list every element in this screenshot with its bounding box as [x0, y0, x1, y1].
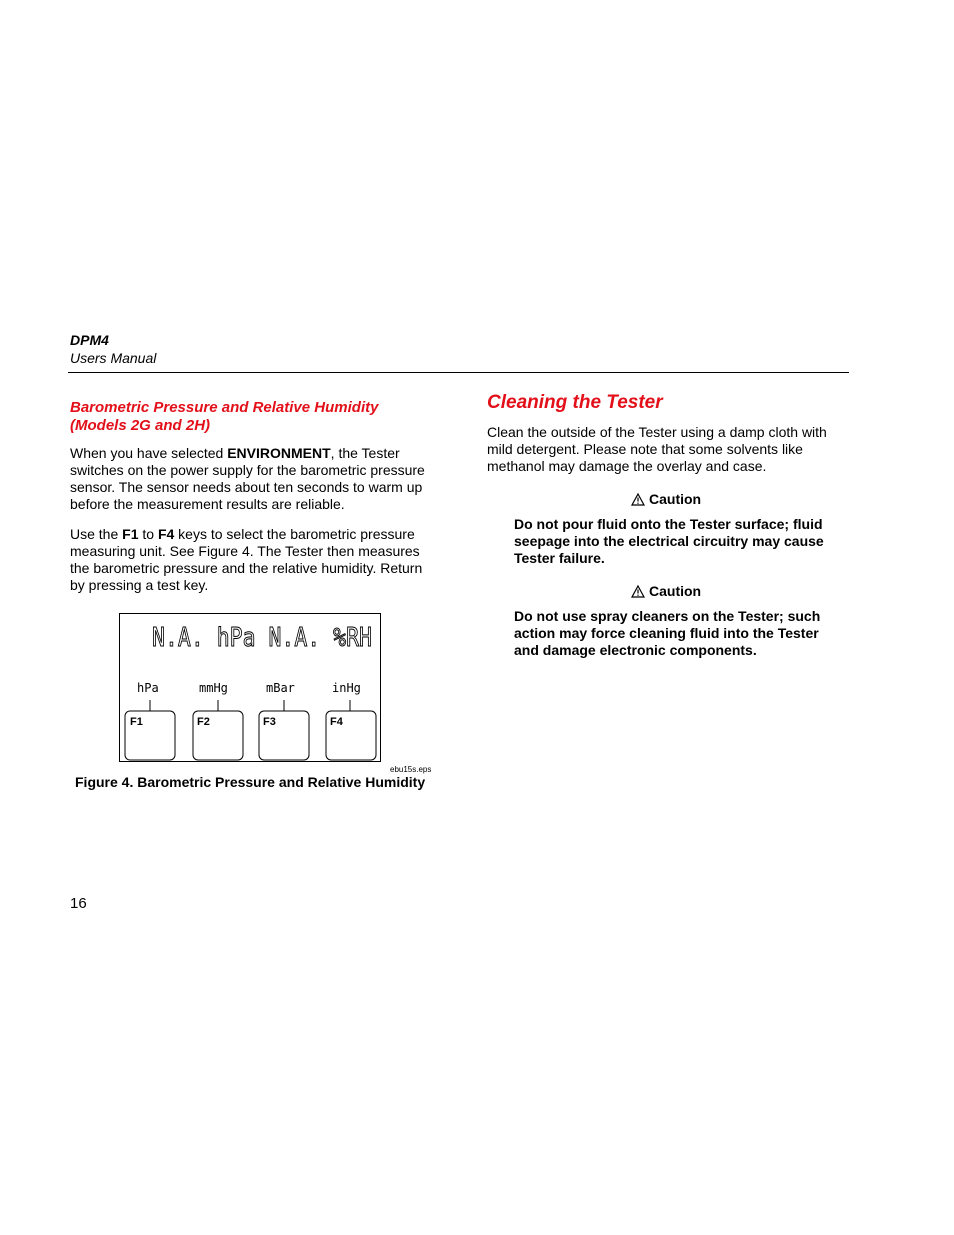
key-label-f4: F4	[330, 716, 343, 728]
soft-label-mbar: mBar	[266, 681, 295, 695]
soft-label-mmhg: mmHg	[199, 681, 228, 695]
lcd-readout: N.A. hPa N.A. %RH	[152, 623, 372, 653]
paragraph-environment: When you have selected ENVIRONMENT, the Tester switches on the power supply for the barometric pressure sensor. The sensor needs about ten seconds to warm up before the measurement results are reliable.	[70, 445, 425, 512]
figure-caption: Figure 4. Barometric Pressure and Relative Humidity	[75, 774, 426, 790]
caution-text-2: Do not use spray cleaners on the Tester; such action may force cleaning fluid into the Tester and damage electronic components.	[514, 608, 821, 658]
header-rule	[68, 372, 849, 373]
section-heading-cleaning: Cleaning the Tester	[487, 392, 663, 413]
key-label-f3: F3	[263, 716, 276, 728]
caution-heading-1: Caution	[631, 491, 701, 507]
keyword-environment: ENVIRONMENT	[227, 445, 331, 461]
document-subtitle: Users Manual	[70, 350, 157, 366]
paragraph-cleaning: Clean the outside of the Tester using a damp cloth with mild detergent. Please note that some solvents like methanol may damage the overlay and case.	[487, 424, 827, 474]
section-heading-barometric: Barometric Pressure and Relative Humidity (Models 2G and 2H)	[70, 399, 379, 434]
lcd-illustration	[120, 614, 380, 761]
soft-label-hpa: hPa	[137, 681, 159, 695]
paragraph-keys: Use the F1 to F4 keys to select the barometric pressure measuring unit. See Figure 4. The Tester then measures the barometric pressure and the relative humidity. Return by pressing a test key.	[70, 526, 423, 593]
caution-text-1: Do not pour fluid onto the Tester surface; fluid seepage into the electrical circuitry may cause Tester failure.	[514, 516, 824, 566]
warning-triangle-icon	[631, 493, 645, 506]
page-number: 16	[70, 895, 87, 912]
key-label-f1: F1	[130, 716, 143, 728]
keyword-f1: F1	[122, 526, 139, 542]
caution-heading-2: Caution	[631, 583, 701, 599]
figure-lcd-display	[119, 613, 381, 762]
document-title: DPM4	[70, 332, 109, 348]
figure-filename: ebu15s.eps	[390, 765, 432, 774]
warning-triangle-icon	[631, 585, 645, 598]
key-label-f2: F2	[197, 716, 210, 728]
keyword-f4: F4	[157, 526, 175, 542]
soft-label-inhg: inHg	[332, 681, 361, 695]
